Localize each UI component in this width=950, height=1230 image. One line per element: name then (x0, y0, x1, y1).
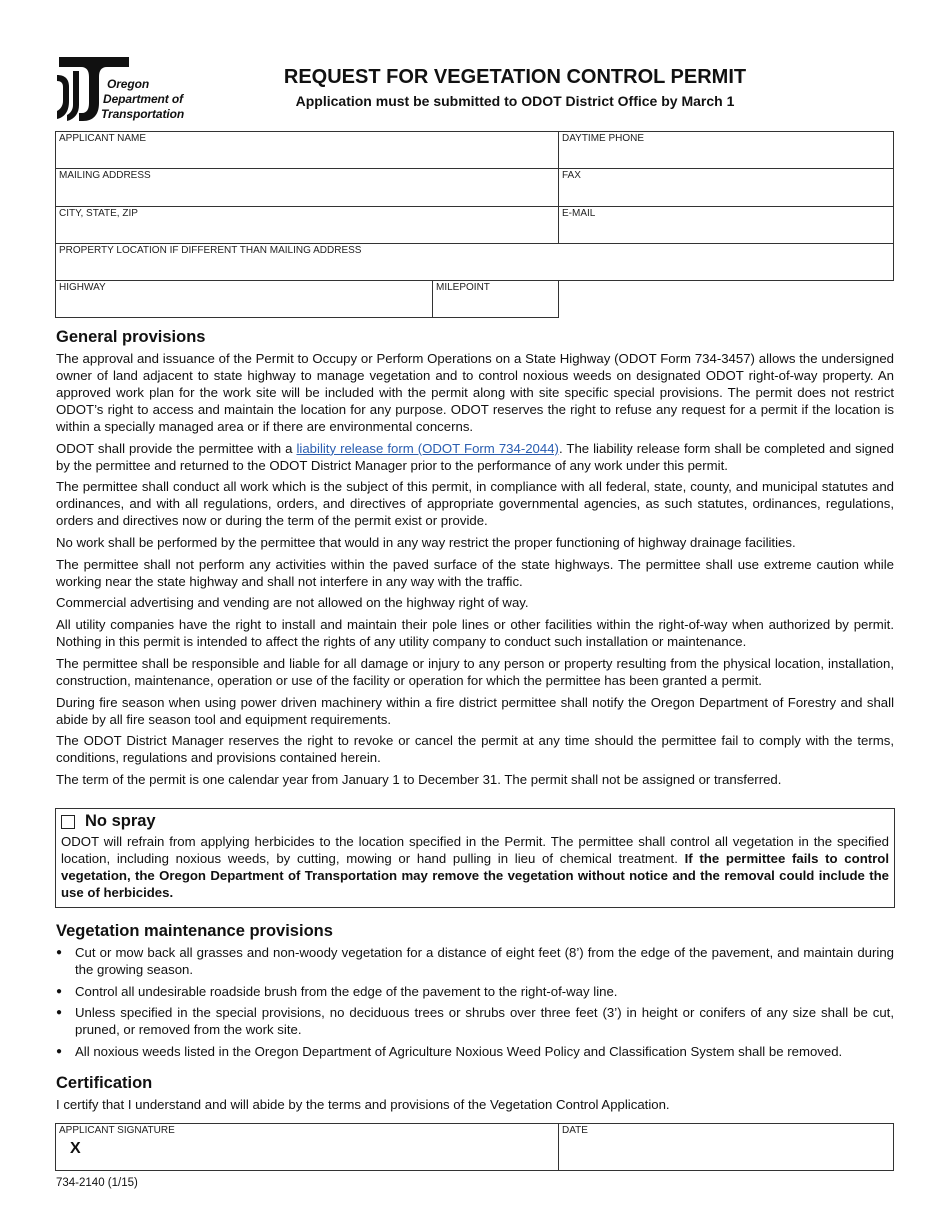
maintenance-heading: Vegetation maintenance provisions (56, 922, 333, 940)
milepoint-field[interactable] (432, 280, 559, 318)
highway-label: HIGHWAY (59, 282, 106, 293)
list-item: ● Cut or mow back all grasses and non-woody vegetation for a distance of eight feet (8’) from the edge of the pavement, and maintain during the growing season. (56, 944, 894, 978)
list-item: ● Control all undesirable roadside brush from the edge of the pavement to the right-of-way line. (56, 983, 894, 1000)
general-p3: The permittee shall conduct all work which is the subject of this permit, in compliance with all federal, state, county, and municipal statutes and ordinances, and with all regulations, orders, and directives of appropriate governmental agencies, as such statutes, ordinances, regulations, orders and directives now or during the term of the permit exist or provide. (56, 479, 894, 529)
mailing-address-field[interactable] (55, 168, 559, 207)
no-spray-heading: No spray (85, 812, 156, 830)
certification-heading: Certification (56, 1074, 153, 1092)
page-subtitle: Application must be submitted to ODOT District Office by March 1 (295, 93, 735, 109)
list-item: ● All noxious weeds listed in the Oregon Department of Agriculture Noxious Weed Policy and Classification System shall be removed. (56, 1043, 894, 1060)
no-spray-box (55, 808, 895, 908)
city-state-zip-label: CITY, STATE, ZIP (59, 208, 138, 219)
general-p5: The permittee shall not perform any activities within the paved surface of the state highways. The permittee shall use extreme caution while working near the state highway and shall not interfere in any way with the traffic. (56, 556, 894, 589)
no-spray-header (61, 813, 889, 830)
fax-field[interactable] (558, 168, 894, 207)
highway-field[interactable] (55, 280, 433, 318)
certification-text: I certify that I understand and will abide by the terms and provisions of the Vegetation Control Application. (56, 1097, 670, 1112)
general-p4: No work shall be performed by the permittee that would in any way restrict the proper functioning of highway drainage facilities. (56, 535, 796, 551)
general-p11: The term of the permit is one calendar year from January 1 to December 31. The permit shall not be assigned or transferred. (56, 771, 782, 787)
general-p6: Commercial advertising and vending are not allowed on the highway right of way. (56, 595, 529, 611)
date-label: DATE (562, 1125, 588, 1136)
no-spray-checkbox[interactable] (61, 815, 75, 829)
form-number: 734-2140 (1/15) (56, 1177, 138, 1189)
general-provisions (56, 329, 894, 793)
maintenance-list (56, 944, 894, 1060)
date-field[interactable] (558, 1123, 894, 1171)
no-spray-text: ODOT will refrain from applying herbicides to the location specified in the Permit. The permittee shall control all vegetation in the specified location, including noxious weeds, by cutting, mowing or hand pulling in lieu of chemical treatment. If the permittee fails to control vegetation, the Oregon Department of Transportation may remove the vegetation without notice and the removal could include the use of herbicides. (61, 834, 889, 900)
city-state-zip-field[interactable] (55, 206, 559, 244)
page-title: REQUEST FOR VEGETATION CONTROL PERMIT (283, 66, 747, 88)
daytime-phone-label: DAYTIME PHONE (562, 133, 645, 144)
property-location-label: PROPERTY LOCATION IF DIFFERENT THAN MAILING ADDRESS (59, 245, 362, 256)
mailing-address-label: MAILING ADDRESS (59, 170, 151, 181)
applicant-name-field[interactable] (55, 131, 559, 169)
general-p1: The approval and issuance of the Permit to Occupy or Perform Operations on a State Highway (ODOT Form 734-3457) allows the undersigned owner of land adjacent to state highway to manage vegetation and to control noxious weeds on designated ODOT right-of-way property. An approved work plan for the work site will be included with the permit along with site specific special provisions. The permit does not restrict ODOT’s right to access and maintain the location for any purpose. ODOT reserves the right to refuse any request for a permit if the location is within a specially managed area or if there are environmental concerns. (56, 351, 894, 434)
maintenance-provisions (56, 923, 894, 1065)
property-location-field[interactable] (55, 243, 894, 281)
liability-release-form-link[interactable]: liability release form (ODOT Form 734-2044) (296, 440, 559, 456)
applicant-signature-label: APPLICANT SIGNATURE (59, 1125, 175, 1136)
applicant-name-label: APPLICANT NAME (59, 133, 147, 144)
applicant-signature-field[interactable] (55, 1123, 559, 1171)
milepoint-label: MILEPOINT (436, 282, 490, 293)
email-label: E-MAIL (562, 208, 596, 219)
general-provisions-heading: General provisions (56, 328, 206, 346)
general-p2: ODOT shall provide the permittee with a liability release form (ODOT Form 734-2044). The liability release form shall be completed and signed by the permittee and returned to the ODOT District Manager prior to the performance of any work under this permit. (56, 440, 894, 473)
daytime-phone-field[interactable] (558, 131, 894, 169)
signature-mark: X (70, 1140, 81, 1157)
general-p8: The permittee shall be responsible and liable for all damage or injury to any person or property resulting from the physical location, installation, construction, maintenance, operation or use of the facility or operation for which the permittee has been granted a permit. (56, 655, 894, 688)
list-item: ● Unless specified in the special provisions, no deciduous trees or shrubs over three feet (3’) in height or conifers of any size shall be cut, pruned, or removed from the work site. (56, 1004, 894, 1038)
odot-logo (55, 55, 205, 123)
org-name: Oregon Department of Transportation (101, 77, 185, 121)
general-p10: The ODOT District Manager reserves the right to revoke or cancel the permit at any time should the permittee fail to comply with the terms, conditions, regulations and provisions contained herein. (56, 733, 894, 766)
general-p9: During fire season when using power driven machinery within a fire district permittee shall notify the Oregon Department of Forestry and shall abide by all fire season tool and equipment requirements. (56, 694, 894, 727)
email-field[interactable] (558, 206, 894, 244)
certification (56, 1075, 894, 1118)
general-p7: All utility companies have the right to install and maintain their pole lines or other facilities within the right-of-way when authorized by permit. Nothing in this permit is intended to affect the rights of any utility company to conduct such installation or maintenance. (56, 617, 894, 650)
fax-label: FAX (562, 170, 581, 181)
